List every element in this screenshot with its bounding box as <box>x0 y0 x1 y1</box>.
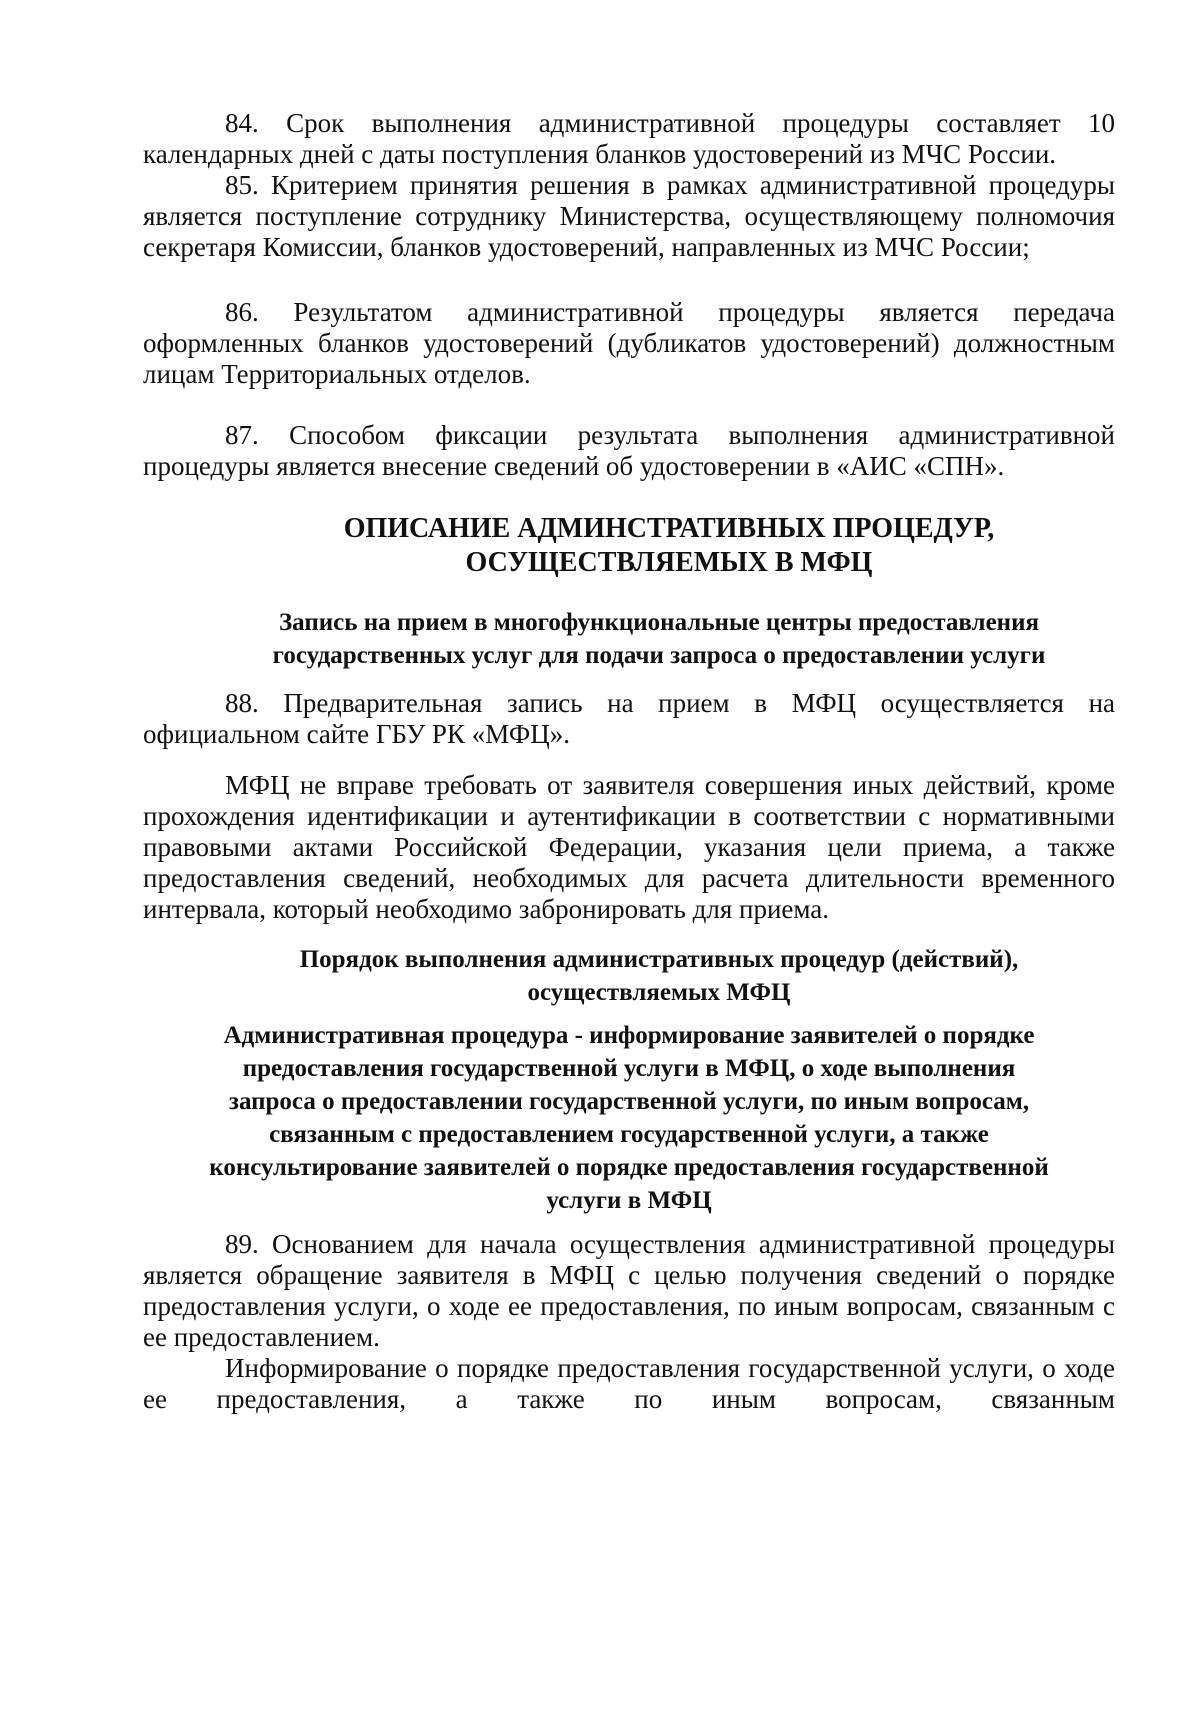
subheading-informing-line-3: запроса о предоставлении государственной услуги, по иным вопросам, <box>228 1088 1030 1115</box>
subheading-appointment-line-1: Запись на прием в многофункциональные центры предоставления <box>278 609 1040 636</box>
section-title <box>143 512 1115 580</box>
subheading-procedure-order-line-2: осуществляемых МФЦ <box>527 979 791 1006</box>
subheading-appointment-line-2: государственных услуг для подачи запроса о предоставлении услуги <box>272 642 1046 669</box>
paragraph-86: 86. Результатом административной процедуры является передача оформленных бланков удостоверений (дубликатов удостоверений) должностным лицам Территориальных отделов. <box>143 297 1115 389</box>
subheading-informing-line-4: связанным с предоставлением государственной услуги, а также <box>269 1121 989 1148</box>
section-title-line-1: ОПИСАНИЕ АДМИНСТРАТИВНЫХ ПРОЦЕДУР, <box>343 513 995 544</box>
paragraph-84: 84. Срок выполнения административной процедуры составляет 10 календарных дней с даты поступления бланков удостоверений из МЧС России. <box>143 108 1115 169</box>
paragraph-87: 87. Способом фиксации результата выполнения административной процедуры является внесение сведений об удостоверении в «АИС «СПН». <box>143 420 1115 481</box>
document-body <box>143 108 1115 1415</box>
subheading-informing-line-1: Административная процедура - информирование заявителей о порядке <box>223 1022 1035 1049</box>
paragraph-89-continued: Информирование о порядке предоставления государственной услуги, о ходе ее предоставления, а также по иным вопросам, связанным <box>143 1353 1115 1414</box>
paragraph-88: 88. Предварительная запись на прием в МФЦ осуществляется на официальном сайте ГБУ РК «МФЦ». <box>143 688 1115 749</box>
subheading-informing-line-2: предоставления государственной услуги в МФЦ, о ходе выполнения <box>242 1055 1016 1082</box>
section-title-line-2: ОСУЩЕСТВЛЯЕМЫХ В МФЦ <box>465 547 873 578</box>
subheading-informing-line-6: услуги в МФЦ <box>546 1187 712 1214</box>
paragraph-88-continued: МФЦ не вправе требовать от заявителя совершения иных действий, кроме прохождения идентификации и аутентификации в соответствии с нормативными правовыми актами Российской Федерации, указания цели приема, а также предоставления сведений, необходимых для расчета длительности временного интервала, который необходимо забронировать для приема. <box>143 770 1115 924</box>
subheading-procedure-order <box>143 943 1115 1009</box>
subheading-informing <box>143 1019 1115 1217</box>
subheading-appointment <box>143 606 1115 672</box>
subheading-procedure-order-line-1: Порядок выполнения административных процедур (действий), <box>299 946 1019 973</box>
subheading-informing-line-5: консультирование заявителей о порядке предоставления государственной <box>209 1154 1049 1181</box>
paragraph-89: 89. Основанием для начала осуществления административной процедуры является обращение заявителя в МФЦ с целью получения сведений о порядке предоставления услуги, о ходе ее предоставления, по иным вопросам, связанным с ее предоставлением. <box>143 1229 1115 1352</box>
paragraph-85: 85. Критерием принятия решения в рамках административной процедуры является поступление сотруднику Министерства, осуществляющему полномочия секретаря Комиссии, бланков удостоверений, направленных из МЧС России; <box>143 170 1115 262</box>
